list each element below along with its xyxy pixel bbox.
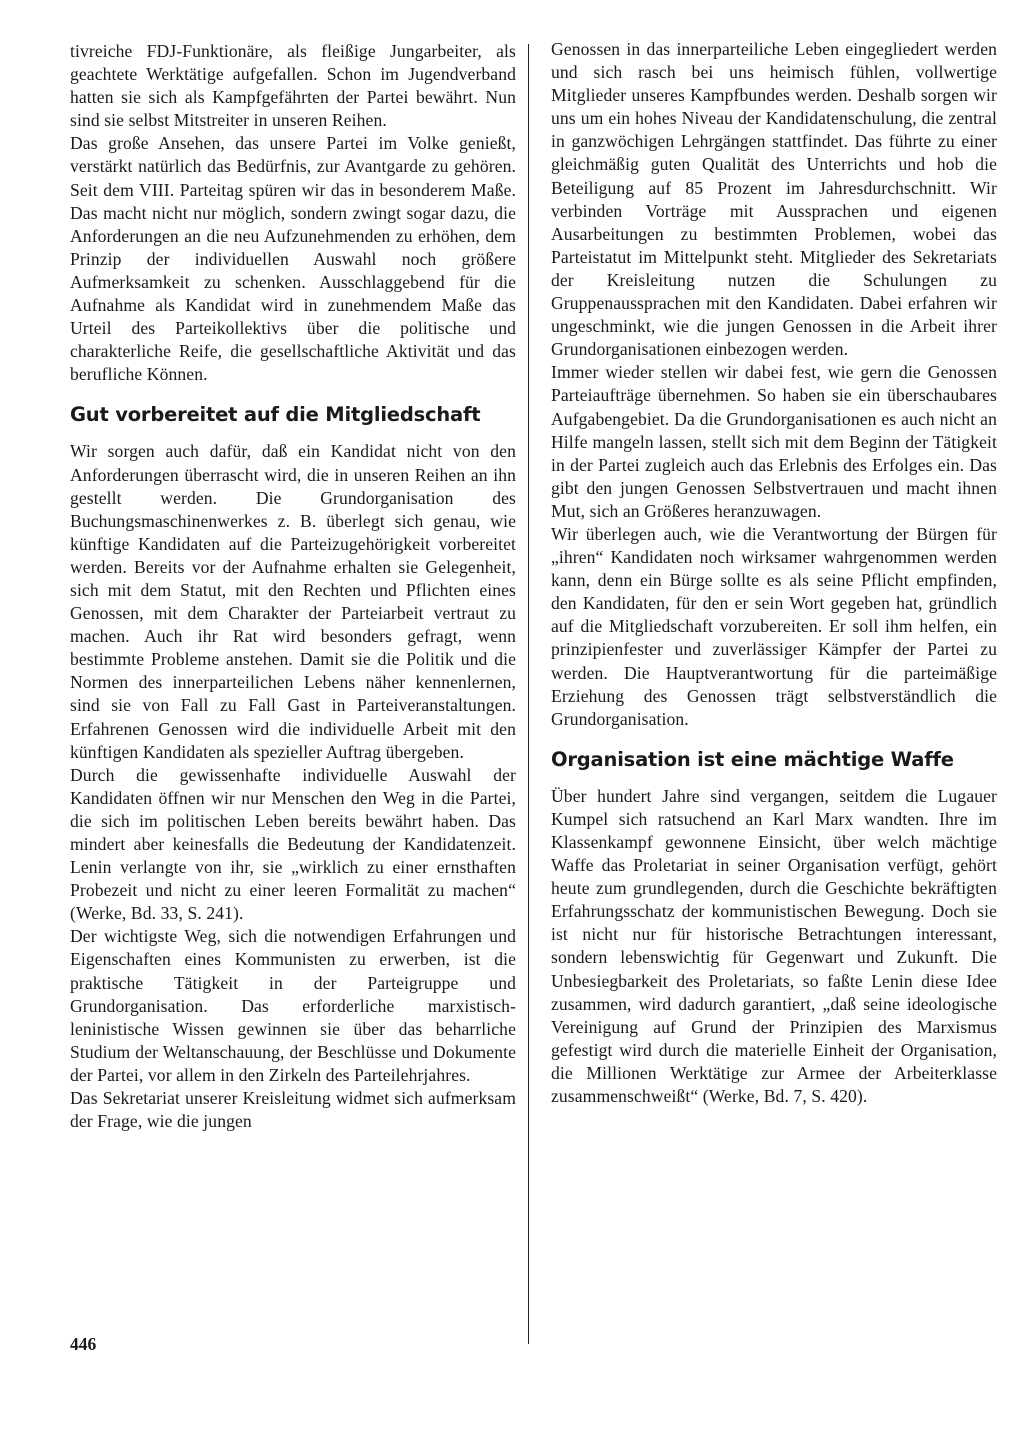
paragraph: tivreiche FDJ-Funktionäre, als fleißige Jungarbeiter, als geachtete Werktätige aufgefallen. Schon im Jugendverband hatten sie sich als Kampfgefährten der Partei bewährt. Nun sind sie selbst Mitstreiter in unseren Reihen. (70, 41, 516, 131)
paragraph: Durch die gewissenhafte individuelle Auswahl der Kandidaten öffnen wir nur Menschen den Weg in die Partei, die sich im politischen Leben bereits bewährt haben. Das mindert aber keinesfalls die Bedeutung der Kandidatenzeit. Lenin verlangte von ihr, sie „wirklich zu einer ernsthaften Probezeit und nicht zu einer leeren Formalität zu machen“ (Werke, Bd. 33, S. 241). (70, 764, 516, 924)
paragraph: Genossen in das innerparteiliche Leben eingegliedert werden und sich rasch bei uns heimisch fühlen, vollwertige Mitglieder unseres Kampfbundes werden. Deshalb sorgen wir uns um ein hohes Niveau der Kandidatenschulung, die zentral in ganzwöchigen Lehrgängen stattfindet. Das führte zu einer gleichmäßig guten Qualität des Unterrichts und hob die Beteiligung auf 85 Prozent im Jahresdurchschnitt. Wir verbinden Vorträge mit Aussprachen und eigenen Ausarbeitungen zu bestimmten Problemen, wobei das Parteistatut im Mittelpunkt steht. Mitglieder des Sekretariats der Kreisleitung nutzen die Schulungen zu Gruppenaussprachen mit den Kandidaten. Dabei erfahren wir ungeschminkt, wie die jungen Genossen in die Arbeit ihrer Grundorganisationen einbezogen werden. (551, 39, 997, 360)
page-number: 446 (70, 1334, 97, 1354)
paragraph: Immer wieder stellen wir dabei fest, wie gern die Genossen Parteiaufträge übernehmen. So haben sie ein überschaubares Aufgabengebiet. Da die Grundorganisationen es auch nicht an Hilfe mangeln lassen, stellt sich mit dem Beginn der Tätigkeit in der Partei zugleich auch das Erlebnis des Erfolges ein. Das gibt den jungen Genossen Selbstvertrauen und macht ihnen Mut, sich an Größeres heranzuwagen. (551, 362, 997, 521)
right-column (551, 38, 997, 1108)
paragraph: Wir sorgen auch dafür, daß ein Kandidat nicht von den Anforderungen überrascht wird, die in unseren Reihen an ihn gestellt werden. Die Grundorganisation des Buchungsmaschinenwerkes z. B. überlegt sich genau, wie künftige Kandidaten auf die Parteizugehörigkeit vorbereitet werden. Bereits vor der Aufnahme erhalten sie Gelegenheit, sich mit dem Statut, mit den Rechten und Pflichten eines Genossen, mit dem Charakter der Parteiarbeit vertraut zu machen. Auch ihr Rat wird besonders gefragt, wenn bestimmte Probleme anstehen. Damit sie die Politik und die Normen des innerparteilichen Lebens näher kennenlernen, sind sie von Fall zu Fall Gast in Parteiveranstaltungen. Erfahrenen Genossen wird die individuelle Arbeit mit den künftigen Kandidaten als spezieller Auftrag übergeben. (70, 441, 516, 762)
paragraph: Das Sekretariat unserer Kreisleitung widmet sich aufmerksam der Frage, wie die jungen (70, 1088, 516, 1132)
section-heading: Organisation ist eine mächtige Waffe (551, 747, 954, 771)
paragraph: Wir überlegen auch, wie die Verantwortung der Bürgen für „ihren“ Kandidaten noch wirksamer wahrgenommen werden kann, denn ein Bürge sollte es als seine Pflicht empfinden, den Kandidaten, für den er sein Wort gegeben hat, gründlich auf die Mitgliedschaft vorzubereiten. Er soll ihm helfen, ein prinzipienfester und zuverlässiger Kämpfer der Partei zu werden. Die Hauptverantwortung für die parteimäßige Erziehung des Genossen trägt selbstverständlich die Grundorganisation. (551, 523, 997, 729)
paragraph: Der wichtigste Weg, sich die notwendigen Erfahrungen und Eigenschaften eines Kommunisten zu erwerben, ist die praktische Tätigkeit in der Parteigruppe und Grundorganisation. Das erforderliche marxistisch-leninistische Wissen gewinnen sie über das beharrliche Studium der Weltanschauung, der Beschlüsse und Dokumente der Partei, vor allem in den Zirkeln des Parteilehrjahres. (70, 926, 516, 1085)
left-column (70, 40, 516, 1133)
paragraph: Das große Ansehen, das unsere Partei im Volke genießt, verstärkt natürlich das Bedürfnis, zur Avantgarde zu gehören. Seit dem VIII. Parteitag spüren wir das in besonderem Maße. Das macht nicht nur möglich, sondern zwingt sogar dazu, die Anforderungen an die neu Aufzunehmenden zu erhöhen, dem Prinzip der individuellen Auswahl noch größere Aufmerksamkeit zu schenken. Ausschlaggebend für die Aufnahme als Kandidat wird in zunehmendem Maße das Urteil des Parteikollektivs über die politische und charakterliche Reife, die gesellschaftliche Aktivität und das berufliche Können. (70, 133, 516, 385)
column-divider (528, 44, 529, 1344)
section-heading: Gut vorbereitet auf die Mitgliedschaft (70, 403, 481, 427)
paragraph: Über hundert Jahre sind vergangen, seitdem die Lugauer Kumpel sich ratsuchend an Karl Marx wandten. Ihre im Klassenkampf gewonnene Einsicht, über welch mächtige Waffe das Proletariat in seiner Organisation verfügt, gehört heute zum grundlegenden, durch die Geschichte bekräftigten Erfahrungsschatz der kommunistischen Bewegung. Doch sie ist nicht nur für historische Betrachtungen interessant, sondern lebenswichtig für Gegenwart und Zukunft. Die Unbesiegbarkeit des Proletariats, so faßte Lenin diese Idee zusammen, wird dadurch garantiert, „daß seine ideologische Vereinigung auf Grund der Prinzipien des Marxismus gefestigt wird durch die materielle Einheit der Organisation, die Millionen Werktätige zur Armee der Arbeiterklasse zusammenschweißt“ (Werke, Bd. 7, S. 420). (551, 785, 997, 1107)
